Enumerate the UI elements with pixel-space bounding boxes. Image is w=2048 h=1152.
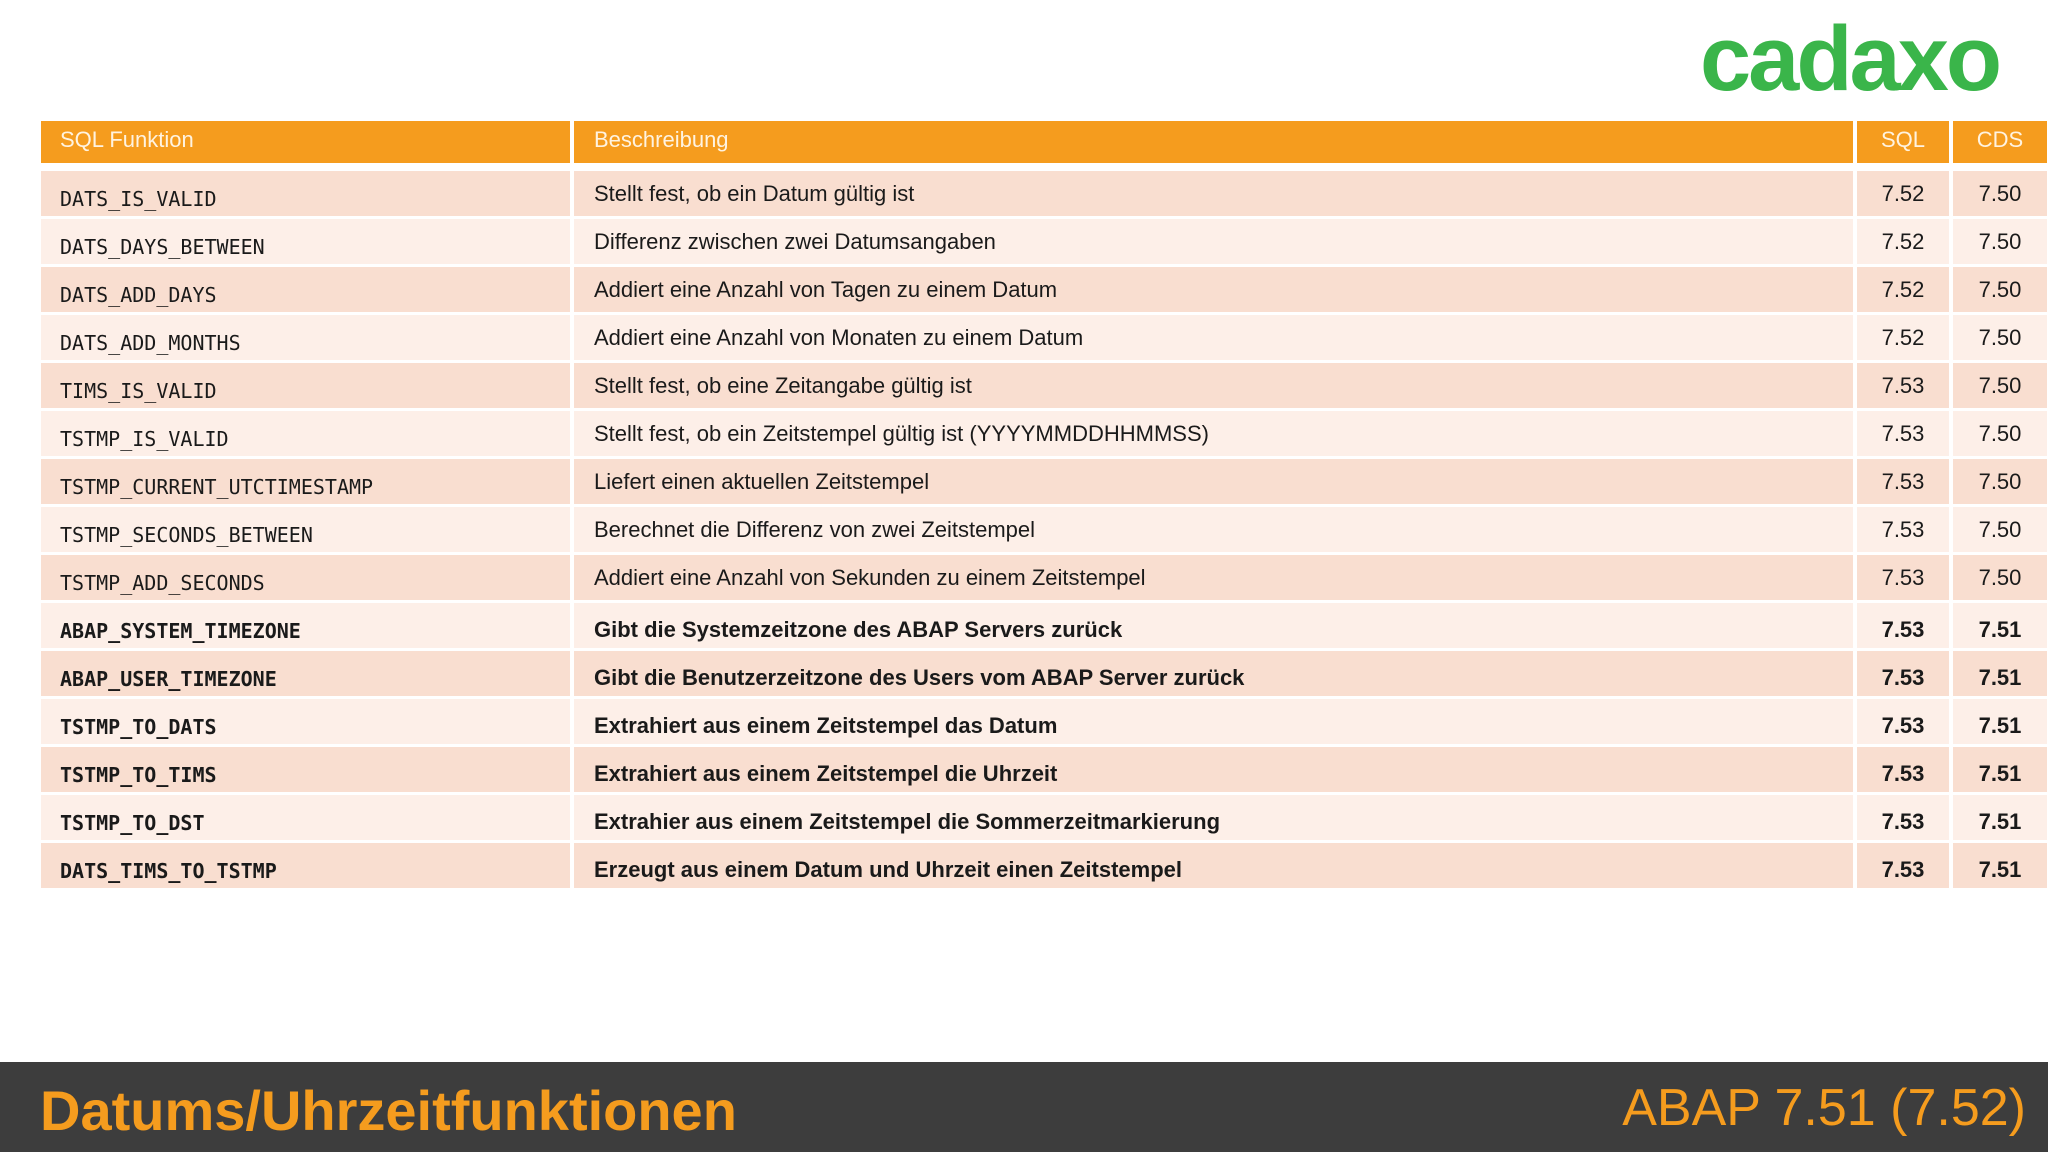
cds-version-cell: 7.50 bbox=[1953, 315, 2047, 360]
description-cell: Addiert eine Anzahl von Monaten zu einem Datum bbox=[574, 315, 1853, 360]
function-cell: ABAP_USER_TIMEZONE bbox=[41, 651, 570, 696]
abap-version: ABAP 7.51 (7.52) bbox=[1622, 1079, 2026, 1137]
function-cell: ABAP_SYSTEM_TIMEZONE bbox=[41, 603, 570, 648]
header-cds: CDS bbox=[1953, 121, 2047, 163]
description-cell: Berechnet die Differenz von zwei Zeitstempel bbox=[574, 507, 1853, 552]
table-header bbox=[41, 121, 2024, 163]
description-cell: Addiert eine Anzahl von Sekunden zu einem Zeitstempel bbox=[574, 555, 1853, 600]
function-cell: DATS_ADD_MONTHS bbox=[41, 315, 570, 360]
table-row bbox=[41, 267, 2022, 315]
sql-version-cell: 7.53 bbox=[1857, 747, 1949, 792]
table-row bbox=[41, 699, 2022, 747]
description-cell: Liefert einen aktuellen Zeitstempel bbox=[574, 459, 1853, 504]
table-row bbox=[41, 747, 2022, 795]
table-row bbox=[41, 651, 2022, 699]
table-row bbox=[41, 507, 2022, 555]
function-cell: TSTMP_ADD_SECONDS bbox=[41, 555, 570, 600]
table-row bbox=[41, 795, 2022, 843]
header-function: SQL Funktion bbox=[41, 121, 570, 163]
sql-version-cell: 7.53 bbox=[1857, 555, 1949, 600]
description-cell: Addiert eine Anzahl von Tagen zu einem Datum bbox=[574, 267, 1853, 312]
description-cell: Extrahiert aus einem Zeitstempel die Uhrzeit bbox=[574, 747, 1853, 792]
sql-version-cell: 7.53 bbox=[1857, 363, 1949, 408]
sql-version-cell: 7.52 bbox=[1857, 171, 1949, 216]
sql-version-cell: 7.53 bbox=[1857, 843, 1949, 888]
description-cell: Gibt die Systemzeitzone des ABAP Servers zurück bbox=[574, 603, 1853, 648]
sql-version-cell: 7.53 bbox=[1857, 603, 1949, 648]
table-row bbox=[41, 315, 2022, 363]
cds-version-cell: 7.51 bbox=[1953, 795, 2047, 840]
function-cell: DATS_IS_VALID bbox=[41, 171, 570, 216]
function-cell: TSTMP_TO_TIMS bbox=[41, 747, 570, 792]
cds-version-cell: 7.51 bbox=[1953, 651, 2047, 696]
logo-text: cadaxo bbox=[1700, 8, 2000, 108]
table-row bbox=[41, 555, 2022, 603]
cds-version-cell: 7.51 bbox=[1953, 843, 2047, 888]
function-cell: TSTMP_CURRENT_UTCTIMESTAMP bbox=[41, 459, 570, 504]
sql-version-cell: 7.53 bbox=[1857, 795, 1949, 840]
function-cell: DATS_TIMS_TO_TSTMP bbox=[41, 843, 570, 888]
description-cell: Stellt fest, ob ein Zeitstempel gültig ist (YYYYMMDDHHMMSS) bbox=[574, 411, 1853, 456]
sql-version-cell: 7.53 bbox=[1857, 411, 1949, 456]
description-cell: Extrahiert aus einem Zeitstempel das Datum bbox=[574, 699, 1853, 744]
sql-version-cell: 7.53 bbox=[1857, 507, 1949, 552]
sql-version-cell: 7.53 bbox=[1857, 699, 1949, 744]
table-row bbox=[41, 363, 2022, 411]
description-cell: Stellt fest, ob eine Zeitangabe gültig ist bbox=[574, 363, 1853, 408]
table-row bbox=[41, 219, 2022, 267]
function-cell: TSTMP_SECONDS_BETWEEN bbox=[41, 507, 570, 552]
sql-version-cell: 7.52 bbox=[1857, 267, 1949, 312]
table-row bbox=[41, 171, 2022, 219]
description-cell: Gibt die Benutzerzeitzone des Users vom ABAP Server zurück bbox=[574, 651, 1853, 696]
header-description: Beschreibung bbox=[574, 121, 1853, 163]
functions-table bbox=[41, 121, 2024, 891]
description-cell: Differenz zwischen zwei Datumsangaben bbox=[574, 219, 1853, 264]
description-cell: Erzeugt aus einem Datum und Uhrzeit einen Zeitstempel bbox=[574, 843, 1853, 888]
description-cell: Stellt fest, ob ein Datum gültig ist bbox=[574, 171, 1853, 216]
table-row bbox=[41, 843, 2022, 891]
cds-version-cell: 7.50 bbox=[1953, 363, 2047, 408]
cds-version-cell: 7.50 bbox=[1953, 411, 2047, 456]
cadaxo-logo bbox=[1700, 8, 2020, 108]
function-cell: DATS_ADD_DAYS bbox=[41, 267, 570, 312]
cds-version-cell: 7.50 bbox=[1953, 171, 2047, 216]
cds-version-cell: 7.50 bbox=[1953, 507, 2047, 552]
sql-version-cell: 7.53 bbox=[1857, 651, 1949, 696]
table-row bbox=[41, 459, 2022, 507]
header-sql: SQL bbox=[1857, 121, 1949, 163]
footer-bar bbox=[0, 1062, 2048, 1152]
function-cell: TSTMP_TO_DATS bbox=[41, 699, 570, 744]
function-cell: DATS_DAYS_BETWEEN bbox=[41, 219, 570, 264]
cds-version-cell: 7.51 bbox=[1953, 603, 2047, 648]
cds-version-cell: 7.50 bbox=[1953, 555, 2047, 600]
slide-title: Datums/Uhrzeitfunktionen bbox=[40, 1079, 737, 1142]
cds-version-cell: 7.50 bbox=[1953, 459, 2047, 504]
function-cell: TSTMP_TO_DST bbox=[41, 795, 570, 840]
table-row bbox=[41, 603, 2022, 651]
cds-version-cell: 7.51 bbox=[1953, 747, 2047, 792]
table-body bbox=[41, 171, 2022, 891]
function-cell: TIMS_IS_VALID bbox=[41, 363, 570, 408]
cds-version-cell: 7.50 bbox=[1953, 219, 2047, 264]
function-cell: TSTMP_IS_VALID bbox=[41, 411, 570, 456]
sql-version-cell: 7.52 bbox=[1857, 315, 1949, 360]
cds-version-cell: 7.50 bbox=[1953, 267, 2047, 312]
description-cell: Extrahier aus einem Zeitstempel die Sommerzeitmarkierung bbox=[574, 795, 1853, 840]
sql-version-cell: 7.52 bbox=[1857, 219, 1949, 264]
sql-version-cell: 7.53 bbox=[1857, 459, 1949, 504]
cds-version-cell: 7.51 bbox=[1953, 699, 2047, 744]
table-row bbox=[41, 411, 2022, 459]
